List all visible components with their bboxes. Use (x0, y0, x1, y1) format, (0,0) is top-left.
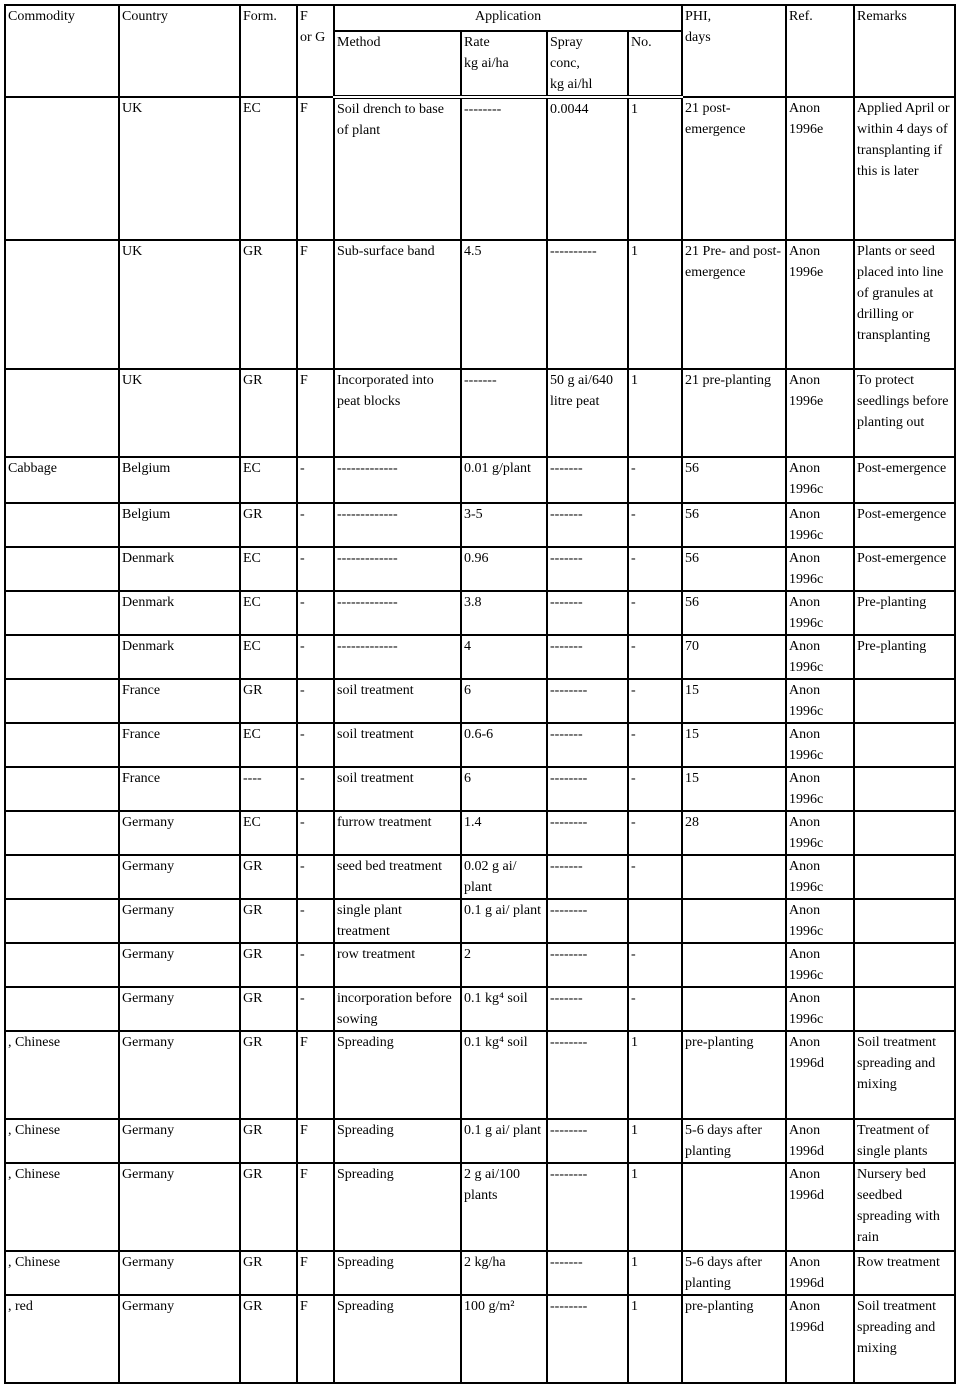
cell-spray: -------- (547, 1163, 628, 1251)
cell-commodity (5, 767, 119, 811)
cell-commodity (5, 547, 119, 591)
cell-commodity: , red (5, 1295, 119, 1383)
cell-spray: -------- (547, 1295, 628, 1383)
cell-spray: -------- (547, 767, 628, 811)
cell-spray: ------- (547, 503, 628, 547)
cell-no: - (628, 767, 682, 811)
cell-method: incorporation before sowing (334, 987, 461, 1031)
cell-form: GR (240, 503, 297, 547)
cell-no: - (628, 855, 682, 899)
cell-method: seed bed treatment (334, 855, 461, 899)
cell-rate: 4.5 (461, 240, 547, 369)
table-row (5, 1163, 955, 1251)
cell-fg: - (297, 503, 334, 547)
cell-remarks (854, 723, 955, 767)
cell-no: 1 (628, 1163, 682, 1251)
cell-no: - (628, 547, 682, 591)
cell-form: GR (240, 1119, 297, 1163)
cell-ref: Anon 1996c (786, 591, 854, 635)
table-row (5, 767, 955, 811)
cell-fg: F (297, 97, 334, 240)
cell-phi: 15 (682, 767, 786, 811)
cell-ref: Anon 1996c (786, 457, 854, 503)
cell-method: ------------- (334, 591, 461, 635)
header-phi-line1: PHI, (685, 9, 712, 24)
cell-commodity (5, 97, 119, 240)
cell-form: GR (240, 899, 297, 943)
table-row (5, 1251, 955, 1295)
cell-ref: Anon 1996c (786, 547, 854, 591)
cell-form: GR (240, 1295, 297, 1383)
cell-ref: Anon 1996d (786, 1163, 854, 1251)
cell-ref: Anon 1996d (786, 1295, 854, 1383)
cell-country: Belgium (119, 457, 240, 503)
cell-fg: F (297, 369, 334, 457)
cell-phi: 28 (682, 811, 786, 855)
cell-form: EC (240, 457, 297, 503)
cell-country: France (119, 679, 240, 723)
cell-remarks: Soil treatment spreading and mixing (854, 1295, 955, 1383)
header-rate-line1: Rate (464, 35, 490, 50)
cell-ref: Anon 1996d (786, 1031, 854, 1119)
cell-remarks (854, 679, 955, 723)
cell-no: 1 (628, 1119, 682, 1163)
cell-phi: 56 (682, 591, 786, 635)
cell-method: ------------- (334, 547, 461, 591)
cell-ref: Anon 1996d (786, 1119, 854, 1163)
cell-form: GR (240, 679, 297, 723)
table-row (5, 240, 955, 369)
header-phi (682, 5, 786, 97)
cell-form: GR (240, 369, 297, 457)
cell-method: soil treatment (334, 723, 461, 767)
cell-ref: Anon 1996c (786, 899, 854, 943)
cell-fg: - (297, 899, 334, 943)
cell-no: 1 (628, 240, 682, 369)
header-form: Form. (240, 5, 297, 97)
cell-fg: F (297, 1251, 334, 1295)
cell-rate: 2 kg/ha (461, 1251, 547, 1295)
table-row (5, 503, 955, 547)
table-row (5, 1119, 955, 1163)
cell-ref: Anon 1996c (786, 503, 854, 547)
cell-phi: 15 (682, 723, 786, 767)
cell-form: GR (240, 943, 297, 987)
cell-commodity (5, 943, 119, 987)
cell-rate: -------- (461, 97, 547, 240)
cell-rate: ------- (461, 369, 547, 457)
cell-remarks (854, 855, 955, 899)
cell-commodity (5, 899, 119, 943)
table-row (5, 899, 955, 943)
header-row-1 (5, 5, 955, 31)
cell-phi: 56 (682, 503, 786, 547)
cell-method: soil treatment (334, 767, 461, 811)
cell-commodity: , Chinese (5, 1031, 119, 1119)
cell-spray: ------- (547, 987, 628, 1031)
cell-phi: 21 post-emergence (682, 97, 786, 240)
cell-rate: 0.02 g ai/ plant (461, 855, 547, 899)
cell-commodity (5, 635, 119, 679)
cell-ref: Anon 1996c (786, 635, 854, 679)
cell-remarks (854, 943, 955, 987)
table-row (5, 547, 955, 591)
cell-country: Germany (119, 943, 240, 987)
cell-ref: Anon 1996c (786, 811, 854, 855)
cell-ref: Anon 1996e (786, 97, 854, 240)
table-row (5, 811, 955, 855)
cell-method: Spreading (334, 1251, 461, 1295)
cell-method: Spreading (334, 1163, 461, 1251)
table-row (5, 1031, 955, 1119)
cell-spray: ------- (547, 635, 628, 679)
table-row (5, 457, 955, 503)
cell-rate: 4 (461, 635, 547, 679)
cell-form: EC (240, 547, 297, 591)
header-f-or-g-line2: or G (300, 30, 326, 45)
cell-phi (682, 987, 786, 1031)
cell-commodity (5, 723, 119, 767)
cell-country: Germany (119, 1251, 240, 1295)
cell-phi: 21 pre-planting (682, 369, 786, 457)
cell-no: - (628, 811, 682, 855)
cell-commodity (5, 591, 119, 635)
cell-country: Germany (119, 1031, 240, 1119)
header-spray-line2: conc, (550, 56, 580, 71)
cell-country: France (119, 767, 240, 811)
cell-method: ------------- (334, 457, 461, 503)
cell-phi: 5-6 days after planting (682, 1119, 786, 1163)
cell-ref: Anon 1996d (786, 1251, 854, 1295)
cell-fg: - (297, 855, 334, 899)
cell-ref: Anon 1996c (786, 855, 854, 899)
cell-commodity: , Chinese (5, 1119, 119, 1163)
cell-form: GR (240, 987, 297, 1031)
cell-no: - (628, 457, 682, 503)
cell-fg: - (297, 591, 334, 635)
cell-rate: 0.1 kg⁴ soil (461, 1031, 547, 1119)
cell-method: single plant treatment (334, 899, 461, 943)
cell-rate: 3-5 (461, 503, 547, 547)
cell-commodity (5, 811, 119, 855)
cell-remarks (854, 987, 955, 1031)
cell-phi (682, 899, 786, 943)
cell-fg: - (297, 943, 334, 987)
cell-remarks: Treatment of single plants (854, 1119, 955, 1163)
cell-phi: 56 (682, 457, 786, 503)
cell-form: GR (240, 1251, 297, 1295)
cell-phi: pre-planting (682, 1295, 786, 1383)
cell-no: - (628, 987, 682, 1031)
table-row (5, 943, 955, 987)
cell-remarks: To protect seedlings before planting out (854, 369, 955, 457)
cell-remarks (854, 899, 955, 943)
cell-remarks: Post-emergence (854, 547, 955, 591)
cell-method: Spreading (334, 1295, 461, 1383)
cell-commodity: , Chinese (5, 1163, 119, 1251)
cell-method: ------------- (334, 503, 461, 547)
cell-country: Germany (119, 1119, 240, 1163)
cell-no: - (628, 591, 682, 635)
cell-phi: pre-planting (682, 1031, 786, 1119)
cell-fg: - (297, 547, 334, 591)
header-ref: Ref. (786, 5, 854, 97)
cell-commodity (5, 369, 119, 457)
cell-rate: 0.1 g ai/ plant (461, 1119, 547, 1163)
cell-commodity (5, 855, 119, 899)
cell-form: GR (240, 1163, 297, 1251)
cell-spray: 0.0044 (547, 97, 628, 240)
cell-spray: ------- (547, 457, 628, 503)
cell-spray: ------- (547, 855, 628, 899)
cell-no: - (628, 503, 682, 547)
cell-country: Germany (119, 855, 240, 899)
header-no: No. (628, 31, 682, 97)
cell-country: Germany (119, 1295, 240, 1383)
cell-fg: F (297, 240, 334, 369)
cell-spray: -------- (547, 943, 628, 987)
cell-country: Denmark (119, 547, 240, 591)
cell-remarks: Plants or seed placed into line of granules at drilling or transplanting (854, 240, 955, 369)
header-f-or-g (297, 5, 334, 97)
cell-no: - (628, 943, 682, 987)
cell-ref: Anon 1996e (786, 240, 854, 369)
table-row (5, 855, 955, 899)
cell-rate: 3.8 (461, 591, 547, 635)
cell-rate: 6 (461, 679, 547, 723)
cell-fg: - (297, 679, 334, 723)
cell-form: GR (240, 1031, 297, 1119)
cell-spray: ------- (547, 1251, 628, 1295)
cell-form: EC (240, 723, 297, 767)
cell-no: - (628, 679, 682, 723)
cell-phi (682, 1163, 786, 1251)
cell-rate: 2 (461, 943, 547, 987)
cell-method: Spreading (334, 1119, 461, 1163)
cell-ref: Anon 1996e (786, 369, 854, 457)
cell-ref: Anon 1996c (786, 679, 854, 723)
cell-rate: 2 g ai/100 plants (461, 1163, 547, 1251)
cell-country: UK (119, 240, 240, 369)
cell-fg: - (297, 723, 334, 767)
cell-rate: 0.01 g/plant (461, 457, 547, 503)
cell-commodity (5, 679, 119, 723)
cell-commodity: , Chinese (5, 1251, 119, 1295)
cell-fg: - (297, 457, 334, 503)
cell-form: EC (240, 591, 297, 635)
table-row (5, 679, 955, 723)
cell-remarks (854, 811, 955, 855)
cell-form: GR (240, 855, 297, 899)
cell-no: 1 (628, 1251, 682, 1295)
application-table (4, 4, 956, 1384)
cell-form: ---- (240, 767, 297, 811)
header-spray-line1: Spray (550, 35, 583, 50)
cell-country: Germany (119, 1163, 240, 1251)
cell-phi (682, 943, 786, 987)
header-remarks: Remarks (854, 5, 955, 97)
cell-commodity (5, 503, 119, 547)
cell-fg: F (297, 1163, 334, 1251)
cell-phi: 70 (682, 635, 786, 679)
cell-fg: F (297, 1119, 334, 1163)
cell-phi: 15 (682, 679, 786, 723)
cell-no: - (628, 723, 682, 767)
cell-method: soil treatment (334, 679, 461, 723)
cell-spray: ------- (547, 723, 628, 767)
cell-fg: - (297, 635, 334, 679)
header-phi-line2: days (685, 30, 711, 45)
cell-remarks: Pre-planting (854, 635, 955, 679)
cell-fg: - (297, 987, 334, 1031)
cell-spray: -------- (547, 1031, 628, 1119)
cell-rate: 0.6-6 (461, 723, 547, 767)
cell-commodity (5, 240, 119, 369)
cell-commodity (5, 987, 119, 1031)
cell-no: 1 (628, 97, 682, 240)
cell-method: Incorporated into peat blocks (334, 369, 461, 457)
header-f-or-g-line1: F (300, 9, 308, 24)
cell-country: Belgium (119, 503, 240, 547)
cell-spray: ------- (547, 547, 628, 591)
header-spray (547, 31, 628, 97)
cell-phi: 21 Pre- and post-emergence (682, 240, 786, 369)
cell-rate: 0.96 (461, 547, 547, 591)
header-rate (461, 31, 547, 97)
cell-rate: 0.1 g ai/ plant (461, 899, 547, 943)
header-commodity: Commodity (5, 5, 119, 97)
header-country: Country (119, 5, 240, 97)
table-row (5, 97, 955, 240)
header-spray-line3: kg ai/hl (550, 77, 593, 92)
cell-method: Spreading (334, 1031, 461, 1119)
cell-commodity: Cabbage (5, 457, 119, 503)
header-method: Method (334, 31, 461, 97)
cell-country: UK (119, 369, 240, 457)
cell-country: Germany (119, 987, 240, 1031)
cell-no: - (628, 635, 682, 679)
cell-spray: -------- (547, 899, 628, 943)
cell-fg: F (297, 1031, 334, 1119)
document-page (4, 4, 954, 1384)
table-row (5, 369, 955, 457)
cell-spray: -------- (547, 679, 628, 723)
cell-spray: ------- (547, 591, 628, 635)
cell-method: Sub-surface band (334, 240, 461, 369)
cell-method: ------------- (334, 635, 461, 679)
header-rate-line2: kg ai/ha (464, 56, 509, 71)
cell-spray: -------- (547, 811, 628, 855)
cell-no: 1 (628, 1031, 682, 1119)
header-application: Application (334, 5, 682, 31)
cell-rate: 6 (461, 767, 547, 811)
cell-spray: ---------- (547, 240, 628, 369)
table-row (5, 987, 955, 1031)
cell-method: row treatment (334, 943, 461, 987)
table-row (5, 591, 955, 635)
cell-remarks: Post-emergence (854, 457, 955, 503)
cell-no: 1 (628, 369, 682, 457)
cell-country: Denmark (119, 591, 240, 635)
cell-country: UK (119, 97, 240, 240)
cell-country: Germany (119, 811, 240, 855)
cell-form: EC (240, 811, 297, 855)
table-row (5, 723, 955, 767)
cell-method: furrow treatment (334, 811, 461, 855)
table-row (5, 635, 955, 679)
cell-remarks: Row treatment (854, 1251, 955, 1295)
cell-remarks: Nursery bed seedbed spreading with rain (854, 1163, 955, 1251)
cell-ref: Anon 1996c (786, 943, 854, 987)
cell-fg: - (297, 811, 334, 855)
cell-no (628, 899, 682, 943)
cell-country: France (119, 723, 240, 767)
cell-country: Denmark (119, 635, 240, 679)
cell-phi (682, 855, 786, 899)
cell-form: GR (240, 240, 297, 369)
cell-ref: Anon 1996c (786, 723, 854, 767)
cell-form: EC (240, 97, 297, 240)
cell-remarks: Soil treatment spreading and mixing (854, 1031, 955, 1119)
table-row (5, 1295, 955, 1383)
cell-no: 1 (628, 1295, 682, 1383)
cell-remarks: Post-emergence (854, 503, 955, 547)
cell-rate: 1.4 (461, 811, 547, 855)
cell-spray: 50 g ai/640 litre peat (547, 369, 628, 457)
table-body (5, 97, 955, 1383)
cell-remarks (854, 767, 955, 811)
cell-rate: 100 g/m² (461, 1295, 547, 1383)
cell-method: Soil drench to base of plant (334, 97, 461, 240)
cell-phi: 56 (682, 547, 786, 591)
cell-ref: Anon 1996c (786, 767, 854, 811)
cell-remarks: Pre-planting (854, 591, 955, 635)
cell-spray: -------- (547, 1119, 628, 1163)
cell-rate: 0.1 kg⁴ soil (461, 987, 547, 1031)
cell-country: Germany (119, 899, 240, 943)
cell-ref: Anon 1996c (786, 987, 854, 1031)
cell-fg: F (297, 1295, 334, 1383)
cell-form: EC (240, 635, 297, 679)
cell-phi: 5-6 days after planting (682, 1251, 786, 1295)
cell-remarks: Applied April or within 4 days of transplanting if this is later (854, 97, 955, 240)
cell-fg: - (297, 767, 334, 811)
